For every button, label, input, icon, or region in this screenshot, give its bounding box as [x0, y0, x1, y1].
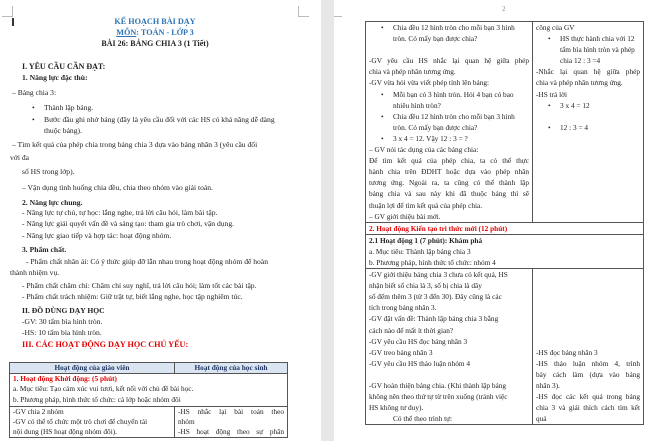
- text-line: tương ứng. Ngoài ra, ta cũng có thể thành lập: [369, 178, 529, 188]
- column-header-teacher: Hoạt động của giáo viên: [10, 363, 175, 374]
- bullet-item: • Thành lập bảng.: [44, 102, 93, 113]
- text-line: bày cách làm (dựa vào bảng: [536, 369, 640, 379]
- text-line: tích trong bảng nhân 3.: [369, 303, 437, 313]
- text-line: -HS thảo luận nhóm 4, trình: [536, 358, 640, 368]
- teacher-cell: [366, 269, 533, 425]
- text-line: số đếm thêm 3 (từ 3 đến 30). Đây cũng là các: [369, 292, 502, 302]
- text-line: -GV có thể tổ chức một trò chơi để chuyển tải: [13, 417, 148, 427]
- section-heading: I. YÊU CẦU CẦN ĐẠT:: [22, 62, 106, 71]
- text-line: -GV: 30 tấm bìa hình tròn.: [22, 317, 103, 326]
- text-line: chia và phép nhân tương ứng.: [536, 78, 623, 88]
- bullet-item: • Mỗi bạn có 3 hình tròn. Hỏi 4 bạn có bao: [369, 89, 529, 100]
- text-line: nhân 3).: [536, 381, 560, 390]
- activities-table-continued: [365, 21, 644, 425]
- bullet-item: • 12 : 3 = 4: [536, 122, 640, 133]
- section-cell: [366, 222, 644, 234]
- blank-line: [536, 336, 640, 347]
- bullet-item: • HS thực hành chia với 12: [536, 33, 640, 44]
- blank-line: [536, 302, 640, 313]
- page-number: 2: [502, 5, 506, 13]
- text-line: -HS đọc các kết quả trong bảng: [536, 392, 640, 402]
- table-row: [366, 22, 644, 223]
- text-line: - Năng lực giải quyết vấn đề và sáng tạo: tham gia trò chơi, vận dụng.: [22, 219, 235, 228]
- bullet-item: • 3 x 4 = 12: [536, 100, 640, 111]
- table-row: [10, 406, 288, 438]
- objective-line: a. Mục tiêu: Tạo cảm xúc vui tươi, kết nối với chủ đề bài học.: [13, 384, 194, 394]
- text-line: bảng chia và sau này khi đã thuộc bảng thì sẽ: [369, 189, 529, 199]
- text-line: -GV giới thiệu bảng chia 3 chưa có kết quả, HS: [369, 270, 508, 280]
- teacher-cell: [366, 22, 533, 223]
- text-line: chia 12 : 3 =4: [560, 56, 601, 66]
- text-line: Có thể theo trình tự:: [393, 414, 453, 424]
- crop-mark: [334, 6, 342, 17]
- blank-line: [536, 325, 640, 336]
- text-line: -HS trả lời: [536, 89, 568, 99]
- text-line: hành chia trên ĐDHT hoặc dựa vào phép nhân: [369, 167, 529, 177]
- text-line: – Bảng chia 3:: [12, 88, 57, 97]
- objective-line: a. Mục tiêu: Thành lập bảng chia 3: [369, 246, 471, 256]
- text-line: Để tìm kết quả của phép chia, ta có thể thực: [369, 156, 529, 166]
- text-line: chia và phép nhân tương ứng.: [369, 67, 456, 77]
- subject-value: : TOÁN - LỚP 3: [136, 28, 194, 37]
- text-line: - Phẩm chất chăm chỉ: Chăm chỉ suy nghĩ, trả lời câu hỏi; làm tốt các bài tập.: [22, 281, 257, 290]
- text-line: với đa: [10, 153, 29, 162]
- text-line: -GV treo bảng nhân 3: [369, 347, 433, 357]
- text-line: -HS: 10 tấm bìa hình tròn.: [22, 328, 102, 337]
- table-row: [366, 222, 644, 234]
- blank-line: [536, 111, 640, 122]
- text-line: -GV đặt vấn đề: Thành lập bảng chia 3 bằng: [369, 314, 499, 324]
- bullet-item: • 3 x 4 = 12. Vậy 12 : 3 = ?: [369, 133, 529, 144]
- text-line: [369, 369, 529, 380]
- text-line: tròn. Có mấy bạn được chia?: [393, 122, 478, 132]
- text-line: -GV chia 2 nhóm: [13, 406, 64, 416]
- subject-label: MÔN: [116, 28, 137, 37]
- text-line: -GV hoàn thiện bảng chia. (Khi thành lập bảng: [369, 381, 507, 390]
- text-line: -HS nhắc lại bài toán theo: [178, 406, 284, 416]
- text-line: -GV yêu cầu HS đọc bảng nhân 3: [369, 336, 468, 346]
- text-line: không nên theo thứ tự từ trên xuống (tránh việc: [369, 392, 508, 402]
- subsection-heading: 2. Năng lực chung.: [22, 198, 83, 207]
- text-line: -GV yêu cầu HS nhắc lại quan hệ giữa phép: [369, 56, 529, 66]
- document-page-2: [334, 0, 650, 441]
- document-title: KẾ HOẠCH BÀI DẠY: [114, 17, 196, 26]
- activity-title: 2.1 Hoạt động 1 (7 phút): Khám phá: [369, 235, 483, 245]
- table-row: [366, 234, 644, 268]
- subsection-heading: 3. Phẩm chất.: [22, 245, 67, 254]
- method-line: b. Phương pháp, hình thức tổ chức: cả lớp hoặc nhóm đôi: [13, 394, 181, 404]
- text-line: công của GV: [536, 23, 575, 32]
- section-heading-red: III. CÁC HOẠT ĐỘNG DẠY HỌC CHỦ YẾU:: [22, 340, 189, 349]
- student-cell: [533, 22, 644, 223]
- activities-table: [9, 362, 288, 438]
- text-line: -HS đọc bảng nhân 3: [536, 347, 598, 357]
- document-page-1: [0, 0, 321, 441]
- text-line: nội dung (HS hoạt động nhóm đôi).: [13, 427, 117, 437]
- subsection-heading: 1. Năng lực đặc thù:: [22, 73, 88, 82]
- text-line: tấm bìa hình tròn và phép: [560, 45, 635, 55]
- column-header-student: Hoạt động của học sinh: [175, 363, 288, 374]
- text-line: - Phẩm chất trách nhiệm: Giữ trật tự, biết lắng nghe, học tập nghiêm túc.: [22, 292, 243, 301]
- text-line: cách nào để mất ít thời gian?: [369, 325, 454, 335]
- text-line: thành nhiệm vụ.: [10, 268, 60, 277]
- text-line: HS không tư duy).: [369, 403, 424, 413]
- text-line: thuận lợi để tìm kết quả của phép chia.: [369, 200, 483, 210]
- text-line: số HS trong lớp).: [22, 167, 75, 176]
- lesson-title: BÀI 26: BẢNG CHIA 3 (1 Tiết): [101, 39, 209, 48]
- blank-line: [536, 313, 640, 324]
- text-line: nhóm: [178, 417, 195, 427]
- blank-line: [536, 291, 640, 302]
- student-cell: [175, 406, 288, 438]
- blank-line: [536, 280, 640, 291]
- text-line: -HS hoạt động theo sự phân: [178, 427, 284, 437]
- text-line: – Tìm kết quả của phép chia trong bảng chia 3 dựa vào bảng nhân 3 (yêu cầu đối: [12, 140, 258, 149]
- text-line: thuộc bảng).: [44, 126, 82, 135]
- bullet-item: • Chia đều 12 hình tròn cho mỗi bạn 3 hình: [369, 22, 529, 33]
- activity-cell: [366, 234, 644, 268]
- text-line: – Vận dụng tình huống chia đều, chia theo nhóm vào giải toán.: [22, 183, 213, 192]
- blank-line: [536, 269, 640, 280]
- section-heading: II. ĐỒ DÙNG DẠY HỌC: [22, 306, 105, 315]
- text-line: chia 3 và giải thích cách tìm kết: [536, 403, 640, 413]
- bullet-item: • Bước đầu ghi nhớ bảng (đây là yêu cầu đối với các HS có khả năng dễ dàng: [44, 114, 275, 125]
- text-line: -GV yêu cầu HS thảo luận nhóm 4: [369, 358, 470, 368]
- text-line: -Nhắc lại quan hệ giữa phép: [536, 67, 640, 77]
- section-title: 2. Hoạt động Kiến tạo tri thức mới (12 phút): [369, 223, 508, 233]
- student-cell: [533, 269, 644, 425]
- teacher-cell: [10, 406, 175, 438]
- method-line: b. Phương pháp, hình thức tổ chức: nhóm 4: [369, 257, 496, 267]
- text-line: [369, 44, 529, 55]
- text-line: nhiêu hình tròn?: [393, 100, 441, 110]
- subject-line: [0, 27, 310, 38]
- table-header-row: [10, 363, 288, 374]
- text-line: – GV nói tác dụng của các bảng chia:: [369, 145, 479, 155]
- text-line: nhận biết số chia là 3, số bị chia là dãy: [369, 281, 482, 291]
- text-line: - Năng lực tự chủ, tự học: lắng nghe, trả lời câu hỏi, làm bài tập.: [22, 208, 218, 217]
- text-line: - Phẩm chất nhân ái: Có ý thức giúp đỡ lẫn nhau trong hoạt động nhóm để hoàn: [26, 257, 269, 266]
- text-line: -GV vừa hỏi vừa viết phép tính lên bảng:: [369, 78, 490, 88]
- text-line: tròn. Có mấy bạn được chia?: [393, 34, 478, 44]
- text-line: – GV giới thiệu bài mới.: [369, 211, 441, 221]
- text-line: quả: [536, 414, 547, 424]
- section-cell: [10, 374, 288, 407]
- table-row: [366, 269, 644, 425]
- bullet-item: • Chia đều 12 hình tròn cho mỗi bạn 3 hình: [369, 111, 529, 122]
- table-row: [10, 374, 288, 407]
- section-title: 1. Hoạt động Khởi động: (5 phút): [13, 374, 117, 384]
- text-line: - Năng lực giao tiếp và hợp tác: hoạt động nhóm.: [22, 231, 172, 240]
